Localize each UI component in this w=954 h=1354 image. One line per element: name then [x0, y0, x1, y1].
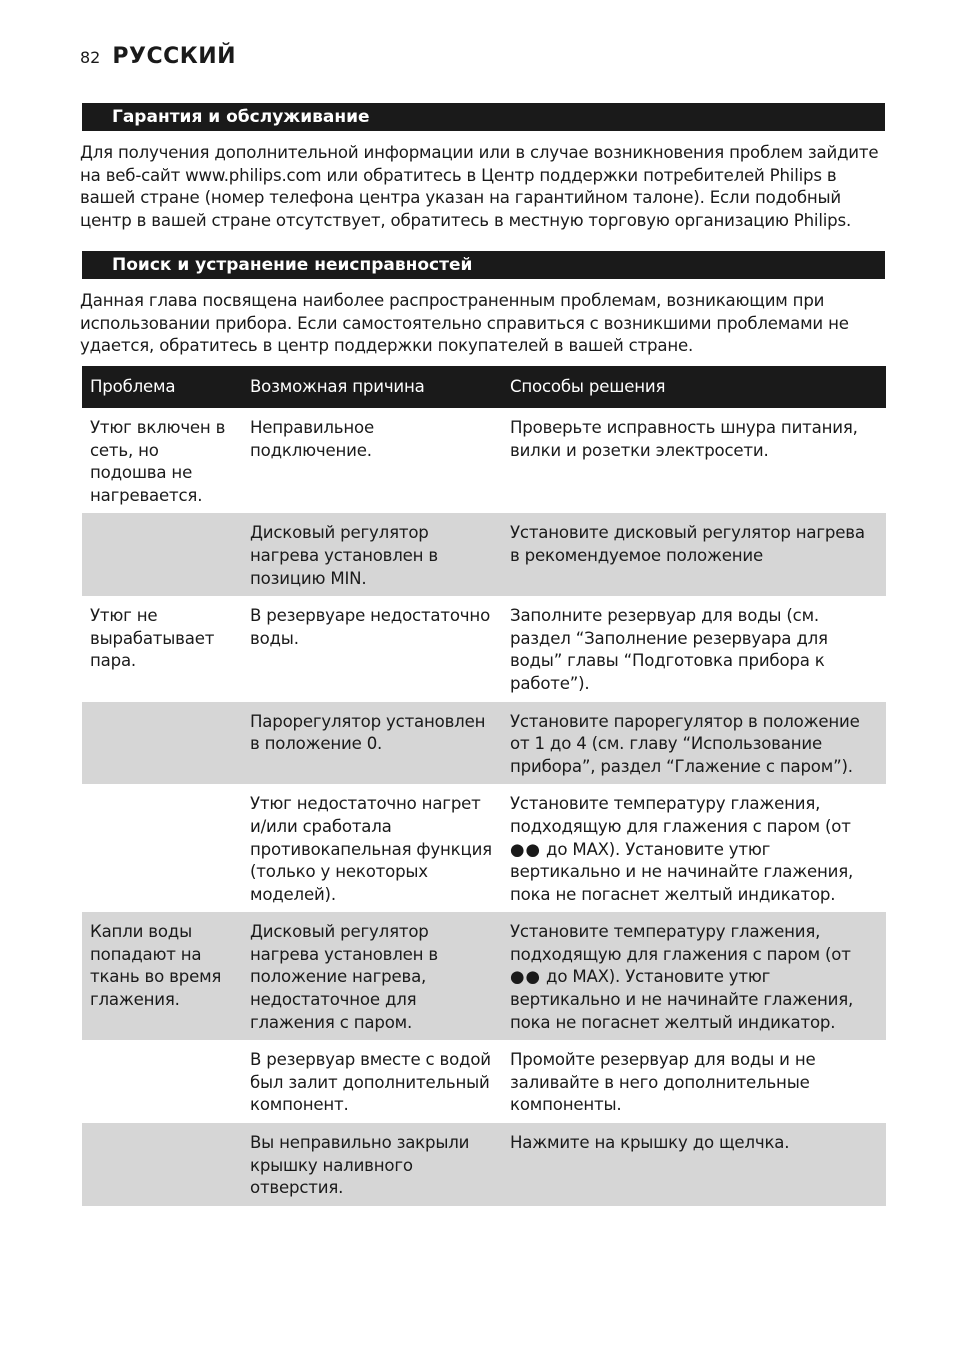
table-row [82, 1123, 886, 1206]
warranty-text-after-link: или обратитесь в Центр поддержки потребителей Philips в вашей стране (номер телефона центра указан на гарантийном талоне). Если подобный центр в вашей стране отсутствует, обратитесь в местную торговую организацию Philips. [80, 165, 852, 230]
cause-cell: В резервуаре недостаточно воды. [250, 606, 491, 648]
language-title: РУССКИЙ [112, 44, 237, 69]
solution-cell [502, 912, 886, 1040]
page-number: 82 [80, 48, 101, 67]
temperature-dots-icon: ●● [510, 839, 541, 859]
cause-cell: Дисковый регулятор нагрева установлен в положение нагрева, недостаточное для глажения с паром. [242, 912, 502, 1040]
philips-website-link[interactable]: www.philips.com [185, 165, 322, 185]
problem-cell [82, 1040, 242, 1123]
section-title-warranty: Гарантия и обслуживание [82, 103, 885, 131]
problem-cell: Капли воды попадают на ткань во время глажения. [82, 912, 242, 1040]
table-header-row [82, 366, 886, 408]
solution-cell: Заполните резервуар для воды (см. раздел “Заполнение резервуара для воды” главы “Подготовка прибора к работе”). [510, 606, 828, 693]
table-row [82, 784, 886, 912]
problem-cell [82, 784, 242, 912]
solution-cell: Нажмите на крышку до щелчка. [502, 1123, 886, 1206]
cause-cell: Утюг недостаточно нагрет и/или сработала противокапельная функция (только у некоторых моделей). [250, 794, 492, 904]
warranty-paragraph [80, 142, 892, 232]
header-problem: Проблема [82, 366, 242, 408]
temperature-dots-icon: ●● [510, 967, 541, 987]
solution-text: до MAX). Установите утюг вертикально и не начинайте глажения, пока не погаснет желтый индикатор. [510, 839, 854, 904]
solution-cell: Установите дисковый регулятор нагрева в рекомендуемое положение [502, 513, 886, 596]
cause-cell: Неправильное подключение. [250, 418, 374, 460]
cause-cell: Парорегулятор установлен в положение 0. [242, 702, 502, 785]
table-row [82, 596, 886, 701]
solution-text: до MAX). Установите утюг вертикально и не начинайте глажения, пока не погаснет желтый индикатор. [510, 967, 854, 1032]
solution-cell [502, 784, 886, 912]
warranty-text-before-link: Для получения дополнительной информации или в случае возникновения проблем зайдите на веб-сайт [80, 143, 879, 185]
solution-cell: Промойте резервуар для воды и не заливайте в него дополнительные компоненты. [510, 1050, 816, 1115]
cause-cell: Дисковый регулятор нагрева установлен в позицию MIN. [242, 513, 502, 596]
problem-cell [82, 702, 242, 785]
table-row [82, 1040, 886, 1123]
table-row [82, 912, 886, 1040]
page-header [80, 44, 236, 69]
solution-text: Установите температуру глажения, подходящую для глажения с паром (от [510, 922, 851, 964]
table-row [82, 513, 886, 596]
problem-cell [82, 513, 242, 596]
section-title-troubleshooting: Поиск и устранение неисправностей [82, 251, 885, 279]
cause-cell: В резервуар вместе с водой был залит дополнительный компонент. [250, 1050, 491, 1115]
troubleshooting-table [82, 366, 886, 1206]
problem-cell: Утюг включен в сеть, но подошва не нагревается. [90, 418, 226, 505]
table-row [82, 702, 886, 785]
solution-cell: Установите парорегулятор в положение от 1 до 4 (см. главу “Использование прибора”, раздел “Глажение с паром”). [502, 702, 886, 785]
troubleshooting-intro: Данная глава посвящена наиболее распространенным проблемам, возникающим при использовании прибора. Если самостоятельно справиться с возникшими проблемами не удается, обратитесь в центр поддержки покупателей в вашей стране. [80, 291, 849, 356]
problem-cell [82, 1123, 242, 1206]
problem-cell: Утюг не вырабатывает пара. [90, 606, 215, 671]
table-row [82, 408, 886, 513]
header-solution: Способы решения [502, 366, 886, 408]
cause-cell: Вы неправильно закрыли крышку наливного отверстия. [242, 1123, 502, 1206]
header-cause: Возможная причина [242, 366, 502, 408]
solution-cell: Проверьте исправность шнура питания, вилки и розетки электросети. [510, 418, 858, 460]
solution-text: Установите температуру глажения, подходящую для глажения с паром (от [510, 794, 851, 836]
